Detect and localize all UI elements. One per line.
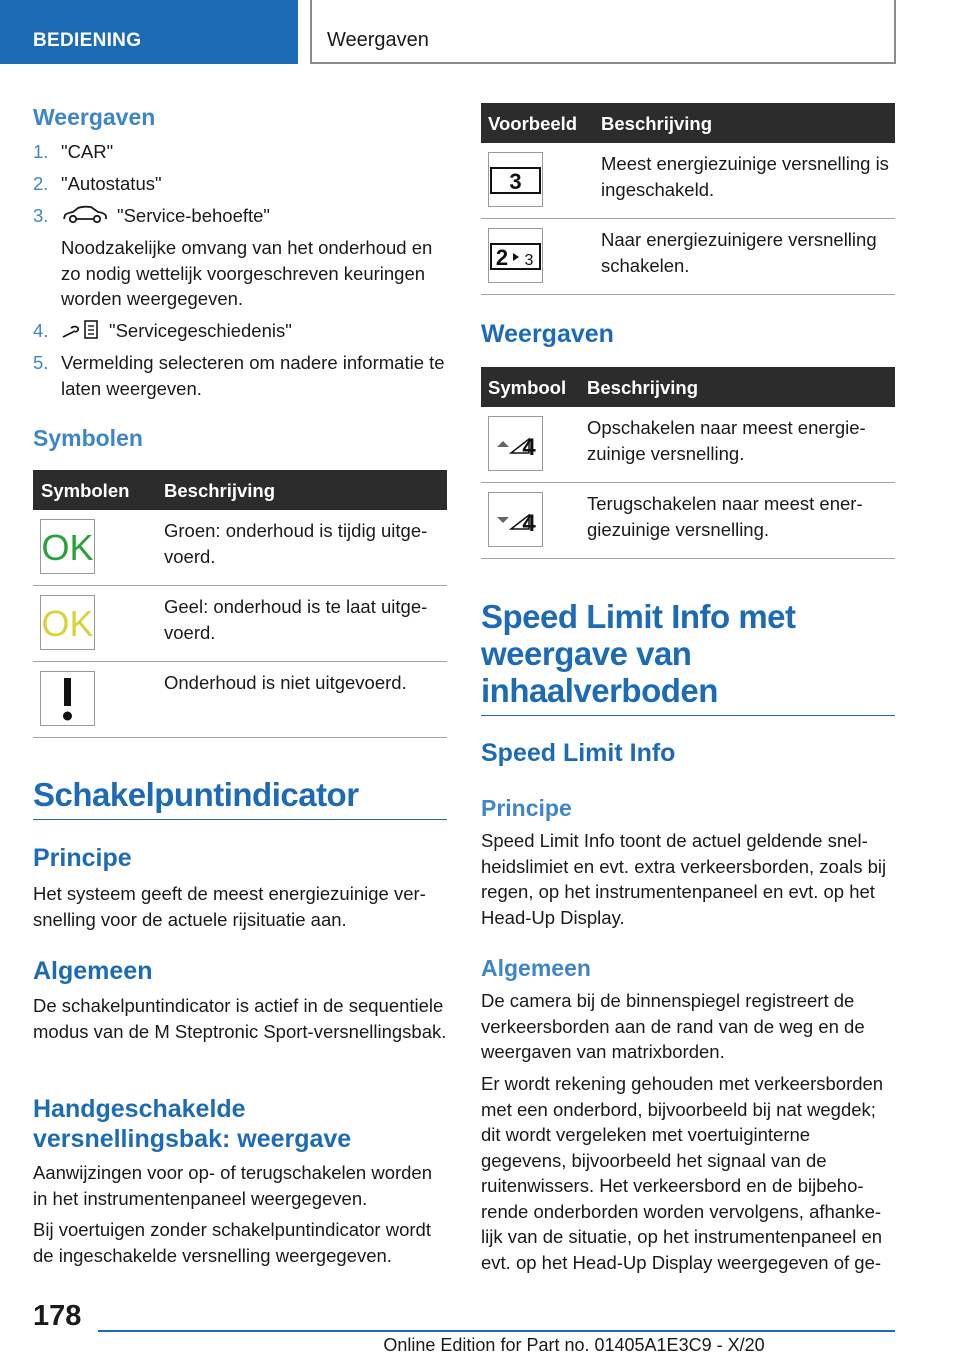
voorbeeld-table-header: Voorbeeld Beschrijving: [481, 103, 895, 143]
ok-green-icon: [40, 519, 95, 574]
table-row: 3 Meest energiezuinige versnelling is ingeschakeld.: [481, 143, 895, 219]
principe-text-left: Het systeem geeft de meest energiezuinige versnelling voor de actuele rijsituatie aan.: [33, 883, 426, 930]
svg-text:4: 4: [522, 434, 536, 461]
table-row: Onderhoud is niet uitgevoerd.: [33, 662, 447, 738]
section-tab: [0, 0, 298, 64]
gear-shift-2-to-3-icon: [488, 228, 543, 283]
shift-down-4-icon: [488, 492, 543, 547]
hand-text-1: Aanwijzingen voor op- of terugschakelen worden in het instrumentenpaneel weergegeven.: [33, 1162, 433, 1209]
algemeen-heading-left: Algemeen: [33, 957, 153, 985]
table-row: 2 3 Naar energiezuinigere versnelling schakelen.: [481, 219, 895, 295]
principe-heading-left: Principe: [33, 844, 132, 872]
chapter-title: Weergaven: [327, 29, 429, 51]
speed-limit-subtitle: Speed Limit Info: [481, 739, 676, 767]
table-row: 4 Terugschakelen naar meest energiezuinige versnelling.: [481, 483, 895, 559]
table-row: OK Geel: onderhoud is te laat uitgevoerd.: [33, 586, 447, 662]
principe-heading-right: Principe: [481, 795, 572, 821]
weergaven-heading-right: Weergaven: [481, 320, 614, 348]
principe-text-right: Speed Limit Info toont de actuel geldende snelheidslimiet en evt. extra verkeersborden, zoals bij regen, op het instrumentenpaneel en evt. op het Head-Up Display.: [481, 830, 887, 928]
symbool-table-header: Symbool Beschrijving: [481, 367, 895, 407]
algemeen-text-right-1: De camera bij de binnenspiegel registreert de verkeersborden aan de rand van de weg en de weergaven van matrixborden.: [481, 990, 865, 1062]
speed-limit-title: Speed Limit Info met weergave van inhaalverboden: [481, 598, 895, 716]
page-number: 178: [33, 1300, 82, 1332]
svg-text:3: 3: [524, 252, 534, 269]
hand-text-2: Bij voertuigen zonder schakelpuntindicator wordt de ingeschakelde versnelling weergegeven.: [33, 1219, 431, 1266]
weergaven-heading-left: Weergaven: [33, 104, 156, 130]
hand-heading: Handgeschakelde versnellingsbak: weergave: [33, 1095, 352, 1153]
algemeen-heading-right: Algemeen: [481, 955, 591, 981]
service-history-icon: [61, 319, 101, 341]
algemeen-text-left: De schakelpuntindicator is actief in de sequentiele modus van de M Steptronic Sport-versnellingsbak.: [33, 995, 447, 1042]
ok-yellow-icon: [40, 595, 95, 650]
schakel-title: Schakelpuntindicator: [33, 776, 447, 820]
table-row: 4 Opschakelen naar meest energiezuinige versnelling.: [481, 407, 895, 483]
symbolen-heading: Symbolen: [33, 425, 143, 451]
svg-text:4: 4: [522, 510, 536, 537]
svg-text:2: 2: [495, 245, 509, 270]
table-row: OK Groen: onderhoud is tijdig uitgevoerd.: [33, 510, 447, 586]
algemeen-text-right-2: Er wordt rekening gehouden met verkeersborden met een onderbord, bijvoorbeeld bij nat wegdek; dit wordt vergeleken met voertuiginterne gegevens, bijvoorbeeld het signaal van de ruitenwissers. Het verkeersbord en de bijbehorende onderborden worden vervolgens, afhankelijk van de situatie, op het instrumentenpaneel en evt. op het Head-Up Display weergegeven of ge-: [481, 1073, 884, 1273]
section-label: BEDIENING: [33, 30, 142, 51]
chapter-header: [310, 0, 896, 64]
svg-text:3: 3: [509, 169, 522, 194]
footer-edition: Online Edition for Part no. 01405A1E3C9 - X/20: [383, 1335, 765, 1355]
car-outline-icon: [61, 205, 109, 225]
shift-up-4-icon: [488, 416, 543, 471]
gear-3-icon: [488, 152, 543, 207]
exclamation-icon: [40, 671, 95, 726]
footer-divider: [98, 1330, 895, 1332]
symbolen-table-header: Symbolen Beschrijving: [33, 470, 447, 510]
svg-text:OK: OK: [41, 603, 94, 644]
svg-text:OK: OK: [41, 527, 94, 568]
